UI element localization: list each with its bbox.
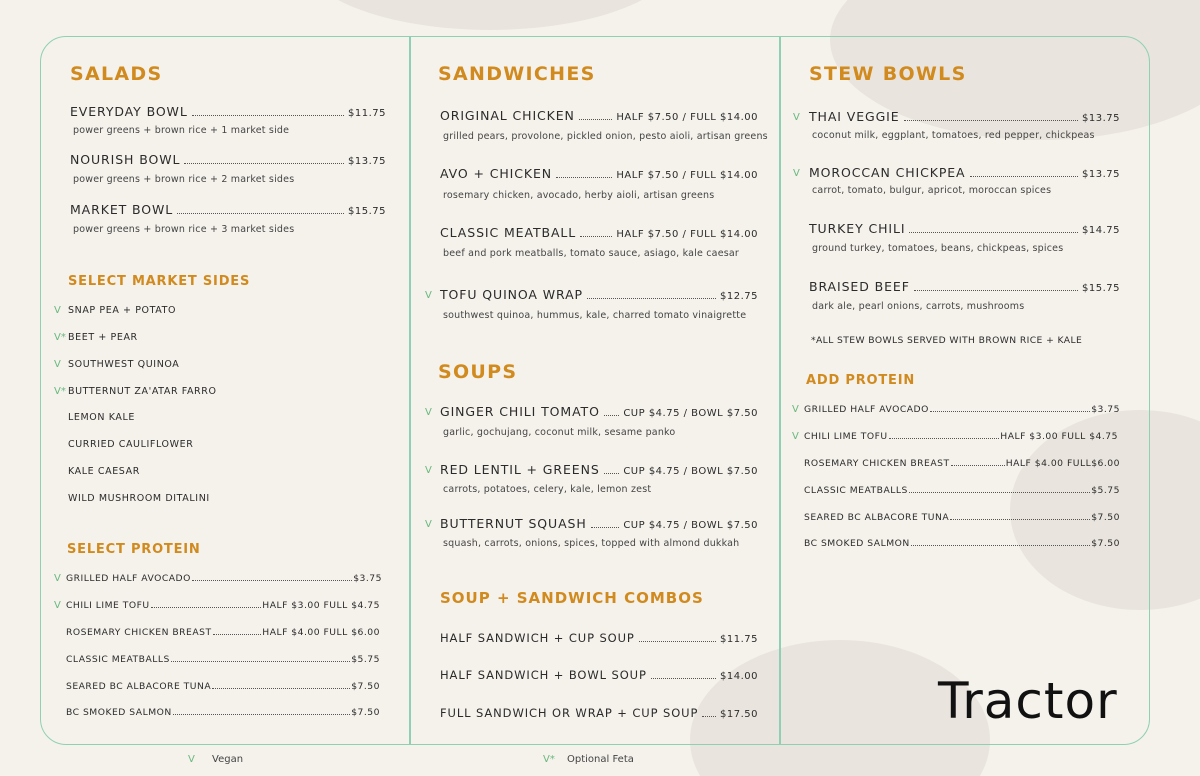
protein-name: BC SMOKED SALMON	[66, 707, 172, 718]
column-divider	[779, 36, 781, 745]
leader-dots	[702, 716, 716, 717]
market-side: LEMON KALE	[68, 412, 135, 423]
item-name: NOURISH BOWL	[70, 152, 181, 167]
vegan-mark: V*	[54, 386, 66, 397]
leader-dots	[173, 714, 350, 715]
leader-dots	[587, 298, 716, 299]
item-name: HALF SANDWICH + BOWL SOUP	[440, 668, 647, 682]
vegan-mark: V	[54, 305, 61, 316]
item-description: garlic, gochujang, coconut milk, sesame panko	[443, 427, 676, 438]
item-price: HALF $7.50 / FULL $14.00	[616, 170, 758, 181]
leader-dots	[151, 607, 262, 608]
sandwich-item	[440, 225, 758, 240]
item-price: CUP $4.75 / BOWL $7.50	[623, 466, 758, 477]
leader-dots	[970, 176, 1078, 177]
column-divider	[409, 36, 411, 745]
leader-dots	[889, 438, 1000, 439]
protein-name: CLASSIC MEATBALLS	[804, 485, 908, 496]
soup-item	[440, 404, 758, 419]
market-side: WILD MUSHROOM DITALINI	[68, 493, 210, 504]
item-description: rosemary chicken, avocado, herby aioli, artisan greens	[443, 190, 715, 201]
protein-name: CLASSIC MEATBALLS	[66, 654, 170, 665]
sandwich-item	[440, 108, 758, 123]
item-description: power greens + brown rice + 2 market sides	[73, 174, 295, 185]
protein-item	[804, 458, 1120, 469]
vegan-mark: V	[792, 431, 799, 442]
leader-dots	[909, 232, 1078, 233]
item-description: ground turkey, tomatoes, beans, chickpeas, spices	[812, 243, 1064, 254]
protein-price: $3.75	[353, 573, 382, 584]
item-price: $17.50	[720, 709, 758, 720]
leader-dots	[904, 120, 1078, 121]
item-name: MOROCCAN CHICKPEA	[809, 165, 966, 180]
leader-dots	[213, 634, 262, 635]
leader-dots	[580, 236, 612, 237]
protein-item	[804, 538, 1120, 549]
protein-item	[66, 573, 382, 584]
salad-item	[70, 152, 386, 167]
legend-vegan-label: Vegan	[212, 754, 244, 765]
vegan-mark: V	[425, 407, 432, 418]
legend-feta-label: Optional Feta	[567, 754, 634, 765]
protein-name: ROSEMARY CHICKEN BREAST	[66, 627, 212, 638]
vegan-mark: V	[425, 465, 432, 476]
vegan-mark: V	[793, 112, 800, 123]
leader-dots	[911, 545, 1090, 546]
background-shape	[300, 0, 680, 30]
leader-dots	[171, 661, 350, 662]
protein-name: CHILI LIME TOFU	[66, 600, 150, 611]
item-description: power greens + brown rice + 1 market side	[73, 125, 290, 136]
soups-title: SOUPS	[438, 361, 518, 383]
leader-dots	[212, 688, 350, 689]
protein-name: GRILLED HALF AVOCADO	[804, 404, 929, 415]
protein-price: HALF $3.00 FULL $4.75	[262, 600, 380, 611]
stew-item	[809, 109, 1120, 124]
protein-name: ROSEMARY CHICKEN BREAST	[804, 458, 950, 469]
protein-name: SEARED BC ALBACORE TUNA	[66, 681, 212, 692]
soup-item	[440, 516, 758, 531]
add-protein-title: ADD PROTEIN	[806, 373, 916, 388]
vegan-mark: V	[792, 404, 799, 415]
item-description: dark ale, pearl onions, carrots, mushrooms	[812, 301, 1025, 312]
item-description: squash, carrots, onions, spices, topped with almond dukkah	[443, 538, 740, 549]
legend-vegan-mark: V	[188, 754, 195, 765]
leader-dots	[909, 492, 1090, 493]
vegan-mark: V	[425, 519, 432, 530]
protein-item	[804, 431, 1118, 442]
item-description: carrot, tomato, bulgur, apricot, moroccan spices	[812, 185, 1052, 196]
protein-price: HALF $4.00 FULL$6.00	[1005, 458, 1120, 469]
protein-name: BC SMOKED SALMON	[804, 538, 910, 549]
protein-price: $3.75	[1091, 404, 1120, 415]
item-description: grilled pears, provolone, pickled onion, pesto aioli, artisan greens	[443, 131, 768, 142]
stew-note: *ALL STEW BOWLS SERVED WITH BROWN RICE + KALE	[811, 335, 1083, 346]
item-price: $14.00	[720, 671, 758, 682]
leader-dots	[604, 415, 619, 416]
item-name: HALF SANDWICH + CUP SOUP	[440, 631, 635, 645]
item-price: CUP $4.75 / BOWL $7.50	[623, 408, 758, 419]
leader-dots	[177, 213, 344, 214]
select-protein-title: SELECT PROTEIN	[67, 542, 201, 557]
protein-name: SEARED BC ALBACORE TUNA	[804, 512, 950, 523]
vegan-mark: V	[425, 290, 432, 301]
leader-dots	[579, 119, 613, 120]
combo-item	[440, 668, 758, 682]
item-price: $15.75	[1082, 283, 1120, 294]
salad-item	[70, 104, 386, 119]
market-side: BUTTERNUT ZA'ATAR FARRO	[68, 386, 217, 397]
leader-dots	[930, 411, 1090, 412]
market-side: SOUTHWEST QUINOA	[68, 359, 180, 370]
protein-item	[66, 654, 380, 665]
stew-bowls-title: STEW BOWLS	[809, 63, 967, 85]
vegan-mark: V*	[54, 332, 66, 343]
protein-price: $7.50	[351, 681, 380, 692]
sandwich-item	[440, 287, 758, 302]
item-price: $14.75	[1082, 225, 1120, 236]
sandwiches-title: SANDWICHES	[438, 63, 596, 85]
vegan-mark: V	[54, 573, 61, 584]
item-name: TURKEY CHILI	[809, 221, 906, 236]
leader-dots	[950, 519, 1090, 520]
leader-dots	[556, 177, 612, 178]
vegan-mark: V	[54, 359, 61, 370]
protein-name: CHILI LIME TOFU	[804, 431, 888, 442]
leader-dots	[914, 290, 1078, 291]
item-name: FULL SANDWICH OR WRAP + CUP SOUP	[440, 706, 699, 720]
item-price: $15.75	[348, 206, 386, 217]
item-name: RED LENTIL + GREENS	[440, 462, 600, 477]
combo-item	[440, 631, 758, 645]
salad-item	[70, 202, 386, 217]
protein-price: HALF $3.00 FULL $4.75	[1000, 431, 1118, 442]
item-name: BRAISED BEEF	[809, 279, 910, 294]
leader-dots	[604, 473, 620, 474]
item-description: carrots, potatoes, celery, kale, lemon zest	[443, 484, 652, 495]
protein-name: GRILLED HALF AVOCADO	[66, 573, 191, 584]
stew-item	[809, 279, 1120, 294]
item-name: MARKET BOWL	[70, 202, 174, 217]
leader-dots	[591, 527, 620, 528]
item-price: $13.75	[348, 156, 386, 167]
item-description: southwest quinoa, hummus, kale, charred tomato vinaigrette	[443, 310, 747, 321]
market-side: CURRIED CAULIFLOWER	[68, 439, 194, 450]
legend-feta-mark: V*	[543, 754, 555, 765]
item-description: beef and pork meatballs, tomato sauce, asiago, kale caesar	[443, 248, 740, 259]
combos-title: SOUP + SANDWICH COMBOS	[440, 589, 704, 607]
item-price: $11.75	[348, 108, 386, 119]
item-price: $13.75	[1082, 113, 1120, 124]
protein-price: $7.50	[1091, 512, 1120, 523]
protein-item	[66, 707, 380, 718]
protein-item	[804, 485, 1120, 496]
leader-dots	[651, 678, 716, 679]
item-name: TOFU QUINOA WRAP	[440, 287, 583, 302]
item-name: BUTTERNUT SQUASH	[440, 516, 587, 531]
item-price: HALF $7.50 / FULL $14.00	[616, 112, 758, 123]
protein-item	[66, 627, 380, 638]
item-name: THAI VEGGIE	[809, 109, 900, 124]
salads-title: SALADS	[70, 63, 163, 85]
item-price: HALF $7.50 / FULL $14.00	[616, 229, 758, 240]
item-price: CUP $4.75 / BOWL $7.50	[623, 520, 758, 531]
market-side: BEET + PEAR	[68, 332, 138, 343]
leader-dots	[951, 465, 1005, 466]
protein-price: HALF $4.00 FULL $6.00	[262, 627, 380, 638]
vegan-mark: V	[54, 600, 61, 611]
item-price: $13.75	[1082, 169, 1120, 180]
item-name: ORIGINAL CHICKEN	[440, 108, 575, 123]
item-description: power greens + brown rice + 3 market sides	[73, 224, 295, 235]
protein-price: $5.75	[1091, 485, 1120, 496]
protein-item	[66, 600, 380, 611]
stew-item	[809, 221, 1120, 236]
item-price: $12.75	[720, 291, 758, 302]
sandwich-item	[440, 166, 758, 181]
item-name: AVO + CHICKEN	[440, 166, 553, 181]
item-price: $11.75	[720, 634, 758, 645]
protein-price: $7.50	[351, 707, 380, 718]
protein-item	[66, 681, 380, 692]
market-side: KALE CAESAR	[68, 466, 140, 477]
market-sides-title: SELECT MARKET SIDES	[68, 274, 251, 289]
market-side: SNAP PEA + POTATO	[68, 305, 177, 316]
item-name: CLASSIC MEATBALL	[440, 225, 577, 240]
protein-item	[804, 512, 1120, 523]
protein-price: $5.75	[351, 654, 380, 665]
item-name: GINGER CHILI TOMATO	[440, 404, 600, 419]
item-name: EVERYDAY BOWL	[70, 104, 188, 119]
leader-dots	[184, 163, 344, 164]
protein-item	[804, 404, 1120, 415]
soup-item	[440, 462, 758, 477]
tractor-logo: Tractor	[938, 672, 1118, 730]
leader-dots	[192, 580, 352, 581]
combo-item	[440, 706, 758, 720]
item-description: coconut milk, eggplant, tomatoes, red pepper, chickpeas	[812, 130, 1095, 141]
leader-dots	[639, 641, 716, 642]
leader-dots	[192, 115, 344, 116]
protein-price: $7.50	[1091, 538, 1120, 549]
stew-item	[809, 165, 1120, 180]
vegan-mark: V	[793, 168, 800, 179]
